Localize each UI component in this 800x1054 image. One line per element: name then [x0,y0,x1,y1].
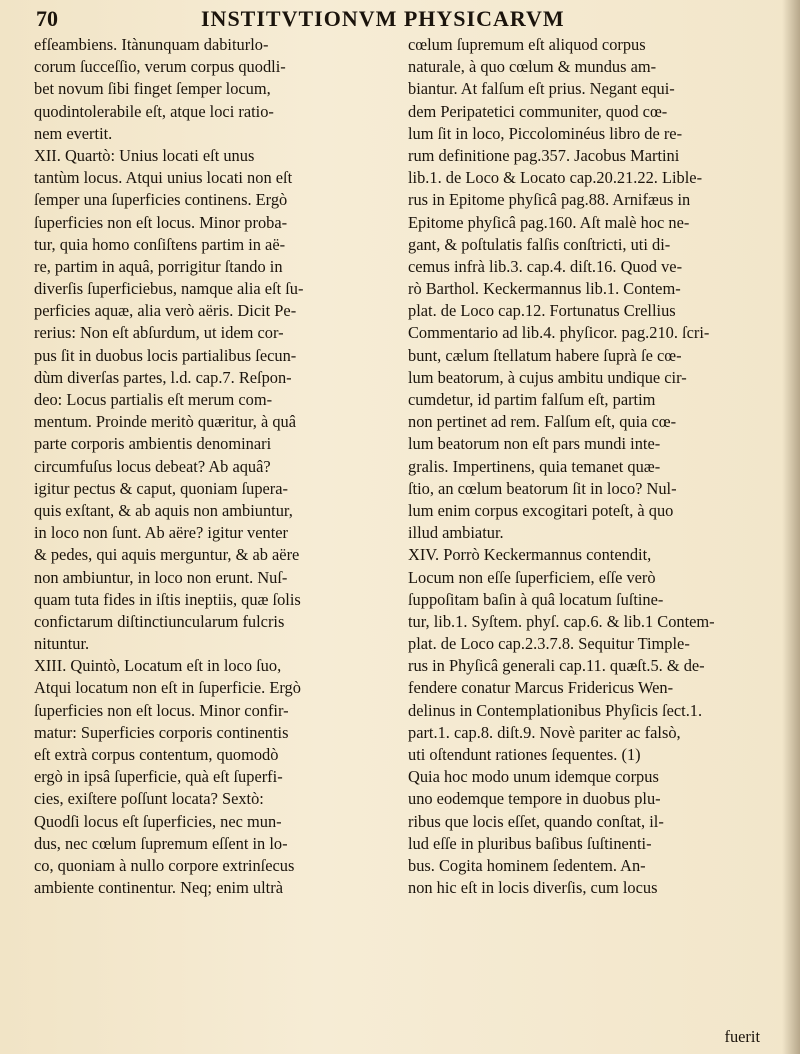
text-line: lud eſſe in pluribus baſibus ſuſtinenti- [408,833,652,853]
text-line: nem evertit. [34,123,113,143]
text-line: tur, lib.1. Syſtem. phyſ. cap.6. & lib.1 Contem- [408,611,715,631]
text-line: quodintolerabile eſt, atque loci ratio- [34,101,274,121]
page-header [36,6,776,32]
text-line: Atqui locatum non eſt in ſuperficie. Ergò [34,678,301,698]
text-line: lum enim corpus excogitari poteſt, à quo [408,500,674,520]
text-line: Quia hoc modo unum idemque corpus [408,767,659,787]
text-line: dem Peripatetici communiter, quod cœ- [408,101,668,121]
text-line: ambiente continentur. Neq; enim ultrà [34,878,283,898]
text-line: fendere conatur Marcus Fridericus Wen- [408,678,674,698]
text-line: gralis. Impertinens, quia temanet quæ- [408,456,661,476]
text-line: Locum non eſſe ſuperficiem, eſſe verò [408,567,656,587]
running-head: INSTITVTIONVM PHYSICARVM [201,6,565,31]
text-line: nituntur. [34,634,90,654]
text-line: cumdetur, id partim falſum eſt, partim [408,390,656,409]
text-line: quis exſtant, & ab aquis non ambiuntur, [34,500,293,520]
text-line: pus ſit in duobus locis partialibus ſecun- [34,345,297,365]
text-line: Quodſi locus eſt ſuperficies, nec mun- [34,811,282,831]
text-line: perficies aquæ, alia verò aëris. Dicit Pe- [34,301,297,321]
text-line: non ambiuntur, in loco non erunt. Nuſ- [34,567,288,587]
text-line: lib.1. de Loco & Locato cap.20.21.22. Lible- [408,168,703,188]
text-line: illud ambiatur. [408,523,504,543]
text-line: matur: Superficies corporis continentis [34,722,289,742]
text-line: ſuperficies non eſt locus. Minor proba- [34,212,288,232]
text-line: confictarum diſtinctiuncularum fulcris [34,611,285,631]
text-line: efſeambiens. Itànunquam dabiturlo- [34,35,269,54]
text-line: & pedes, qui aquis merguntur, & ab aëre [34,545,300,565]
left-column [34,34,389,899]
text-line: bus. Cogita hominem ſedentem. An- [408,855,646,875]
text-line: re, partim in aquâ, porrigitur ſtando in [34,256,283,276]
text-line: non pertinet ad rem. Falſum eſt, quia cœ- [408,412,677,432]
text-line: quam tuta fides in iſtis ineptiis, quæ ſolis [34,589,301,609]
text-line: diverſis ſuperficiebus, namque alia eſt ſu- [34,279,304,299]
right-column [408,34,776,899]
text-line: lum ſit in loco, Piccolominéus libro de re- [408,123,683,143]
text-line: delinus in Contemplationibus Phyſicis ſect.1. [408,700,703,720]
text-line: bet novum ſibi finget ſemper locum, [34,79,271,99]
text-line: dùm diverſas partes, l.d. cap.7. Reſpon- [34,367,292,387]
text-line: rò Barthol. Keckermannus lib.1. Contem- [408,279,681,299]
text-line: circumfuſus locus debeat? Ab aquâ? [34,456,271,476]
text-line: uti oſtendunt rationes ſequentes. (1) [408,745,641,764]
catchword: fuerit [724,1027,760,1046]
text-line: ribus que locis eſſet, quando conſtat, il- [408,811,664,831]
text-line: XIV. Porrò Keckermannus contendit, [408,545,652,565]
text-line: cemus infrà lib.3. cap.4. diſt.16. Quod ve- [408,256,683,276]
text-line: in loco non ſunt. Ab aëre? igitur venter [34,523,288,543]
text-line: lum beatorum, à cujus ambitu undique cir- [408,367,687,387]
text-line: deo: Locus partialis eſt merum com- [34,390,273,409]
text-line: co, quoniam à nullo corpore extrinſecus [34,855,295,875]
text-line: XII. Quartò: Unius locati eſt unus [34,145,255,165]
text-line: rus in Epitome phyſicâ pag.88. Arnifæus in [408,190,691,210]
text-line: parte corporis ambientis denominari [34,434,272,454]
text-line: naturale, à quo cœlum & mundus am- [408,57,657,77]
text-line: plat. de Loco cap.12. Fortunatus Crellius [408,301,676,321]
text-line: cœlum ſupremum eſt aliquod corpus [408,35,646,54]
text-line: ergò in ipsâ ſuperficie, quà eſt ſuperfi- [34,767,283,787]
text-line: mentum. Proinde meritò quæritur, à quâ [34,412,297,432]
text-line: rum definitione pag.357. Jacobus Martini [408,145,680,165]
text-line: dus, nec cœlum ſupremum eſſent in lo- [34,833,288,853]
text-line: plat. de Loco cap.2.3.7.8. Sequitur Timple- [408,634,690,654]
text-line: Commentario ad lib.4. phyſicor. pag.210. ſcri- [408,323,710,343]
text-line: rerius: Non eſt abſurdum, ut idem cor- [34,323,284,343]
text-line: corum ſucceſſio, verum corpus quodli- [34,57,286,77]
text-line: tur, quia homo conſiſtens partim in aë- [34,234,286,254]
text-line: XIII. Quintò, Locatum eſt in loco ſuo, [34,656,282,676]
text-line: ſtio, an cœlum beatorum ſit in loco? Nul- [408,478,677,498]
text-line: bunt, cælum ſtellatum habere ſuprà ſe cœ- [408,345,682,365]
text-line: cies, exiſtere poſſunt locata? Sextò: [34,789,264,809]
text-line: tantùm locus. Atqui unius locati non eſt [34,168,293,188]
text-line: eſt extrà corpus contentum, quomodò [34,745,279,764]
text-line: ſemper una ſuperficies continens. Ergò [34,190,288,210]
text-line: gant, & poſtulatis falſis conſtricti, uti di- [408,234,671,254]
text-line: Epitome phyſicâ pag.160. Aſt malè hoc ne- [408,212,690,232]
text-line: non hic eſt in locis diverſis, cum locus [408,878,658,898]
page-number: 70 [36,6,58,31]
text-line: uno eodemque tempore in duobus plu- [408,789,661,809]
text-line: ſuperficies non eſt locus. Minor confir- [34,700,289,720]
text-line: igitur pectus & caput, quoniam ſupera- [34,478,288,498]
text-line: ſuppoſitam baſin à quâ locatum ſuſtine- [408,589,664,609]
text-line: lum beatorum non eſt pars mundi inte- [408,434,661,454]
text-line: part.1. cap.8. diſt.9. Novè pariter ac falsò, [408,722,681,742]
page-spine-shadow [782,0,800,1054]
text-line: rus in Phyſicâ generali cap.11. quæſt.5. & de- [408,656,705,676]
text-line: biantur. At falſum eſt prius. Negant equi- [408,79,675,99]
